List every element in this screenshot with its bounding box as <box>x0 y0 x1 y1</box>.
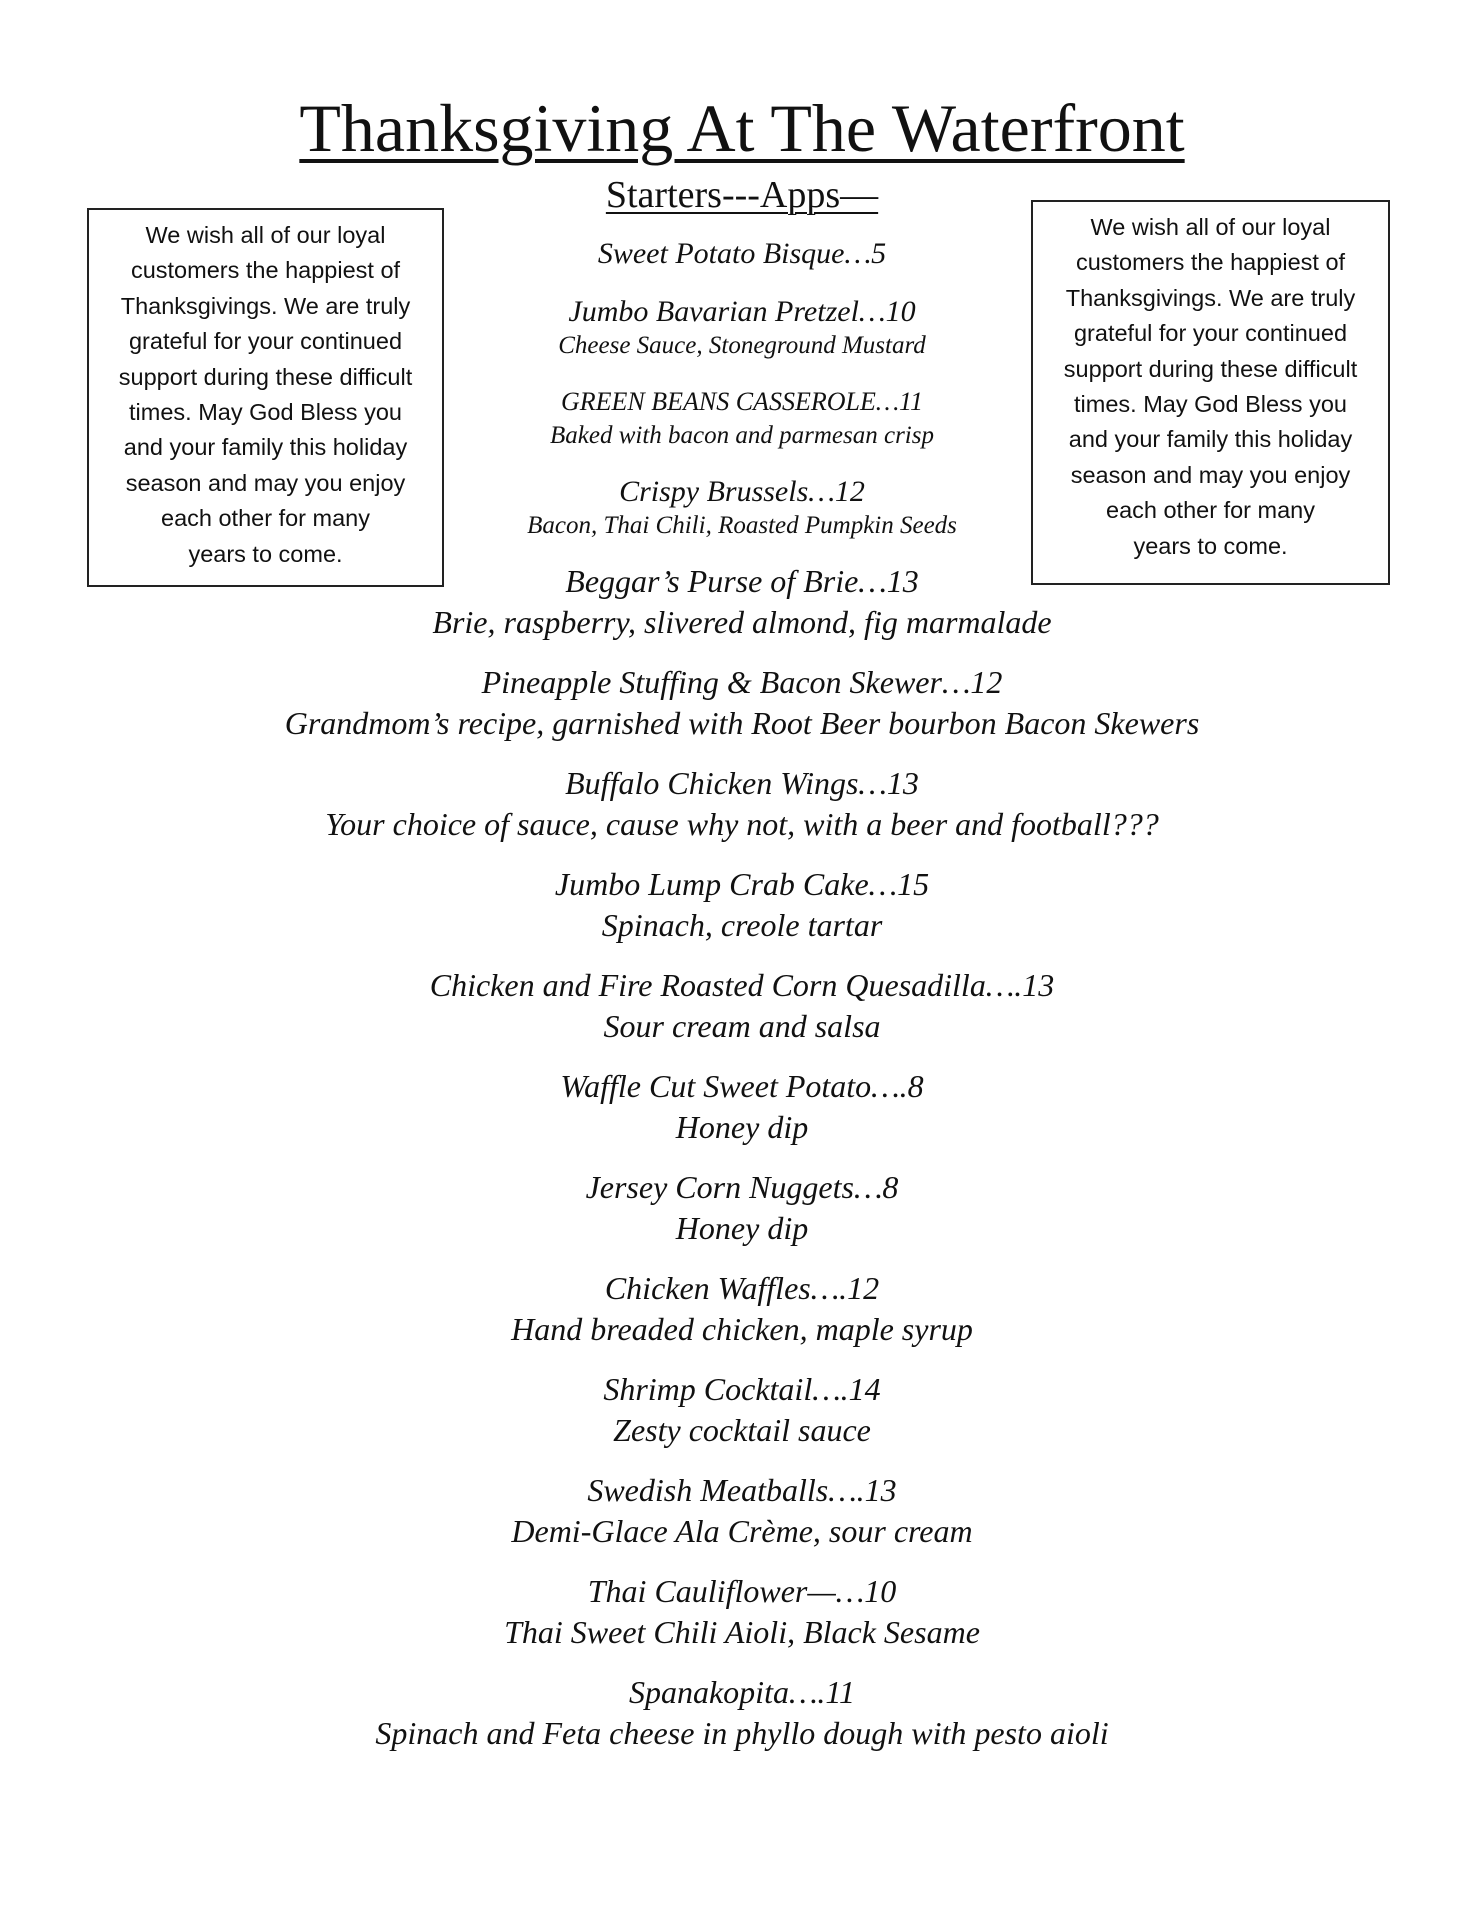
menu-item <box>0 1066 1484 1148</box>
item-description: Demi-Glace Ala Crème, sour cream <box>511 1513 973 1549</box>
item-description: Cheese Sauce, Stoneground Mustard <box>558 332 926 359</box>
menu-item <box>0 662 1484 744</box>
menu-item <box>0 1167 1484 1249</box>
item-name: Pineapple Stuffing & Bacon Skewer…12 <box>481 664 1003 700</box>
greeting-note-left: We wish all of our loyal customers the happiest of Thanksgivings. We are truly grateful for your continued support during these difficult times. May God Bless you and your family this holiday season and may you enjoy each other for many years to come. <box>87 208 444 587</box>
menu-item <box>0 474 1484 542</box>
menu-item <box>0 864 1484 946</box>
menu-item <box>0 1470 1484 1552</box>
menu-item <box>0 561 1484 643</box>
menu-item <box>0 294 1484 362</box>
item-name: Swedish Meatballs….13 <box>587 1472 897 1508</box>
greeting-note-right: We wish all of our loyal customers the happiest of Thanksgivings. We are truly grateful for your continued support during these difficult times. May God Bless you and your family this holiday season and may you enjoy each other for many years to come. <box>1031 200 1390 585</box>
item-name: Chicken Waffles….12 <box>604 1270 880 1306</box>
item-name: Beggar’s Purse of Brie…13 <box>565 563 919 599</box>
menu-item <box>0 1369 1484 1451</box>
item-name: Crispy Brussels…12 <box>619 475 865 508</box>
item-name: Chicken and Fire Roasted Corn Quesadilla….13 <box>429 967 1055 1003</box>
item-name: Jumbo Bavarian Pretzel…10 <box>568 295 916 328</box>
item-name: Jersey Corn Nuggets…8 <box>585 1169 899 1205</box>
item-name: Buffalo Chicken Wings…13 <box>565 765 919 801</box>
item-description: Grandmom’s recipe, garnished with Root Beer bourbon Bacon Skewers <box>284 705 1200 741</box>
item-name: Sweet Potato Bisque…5 <box>597 237 887 270</box>
item-description: Spinach and Feta cheese in phyllo dough with pesto aioli <box>375 1715 1109 1751</box>
item-name: Shrimp Cocktail….14 <box>603 1371 881 1407</box>
item-name: Thai Cauliflower—…10 <box>587 1573 897 1609</box>
item-description: Sour cream and salsa <box>603 1008 881 1044</box>
item-description: Honey dip <box>675 1109 809 1145</box>
menu-item <box>0 1268 1484 1350</box>
item-name: GREEN BEANS CASSEROLE…11 <box>560 387 924 416</box>
menu-item <box>0 1571 1484 1653</box>
item-description: Your choice of sauce, cause why not, with a beer and football??? <box>325 806 1159 842</box>
item-name: Spanakopita….11 <box>628 1674 856 1710</box>
item-description: Hand breaded chicken, maple syrup <box>511 1311 973 1347</box>
menu-items <box>0 236 1484 1754</box>
menu-item <box>0 763 1484 845</box>
item-description: Baked with bacon and parmesan crisp <box>550 422 934 449</box>
item-name: Jumbo Lump Crab Cake…15 <box>554 866 930 902</box>
menu-item <box>0 384 1484 452</box>
menu-item <box>0 1672 1484 1754</box>
menu-item <box>0 236 1484 272</box>
item-description: Bacon, Thai Chili, Roasted Pumpkin Seeds <box>527 512 957 539</box>
item-name: Waffle Cut Sweet Potato….8 <box>560 1068 924 1104</box>
item-description: Brie, raspberry, slivered almond, fig marmalade <box>432 604 1052 640</box>
menu-title: Thanksgiving At The Waterfront <box>299 90 1185 166</box>
item-description: Spinach, creole tartar <box>601 907 883 943</box>
item-description: Honey dip <box>675 1210 809 1246</box>
menu-item <box>0 965 1484 1047</box>
item-description: Thai Sweet Chili Aioli, Black Sesame <box>504 1614 980 1650</box>
section-title: Starters---Apps— <box>605 174 879 216</box>
item-description: Zesty cocktail sauce <box>613 1412 871 1448</box>
